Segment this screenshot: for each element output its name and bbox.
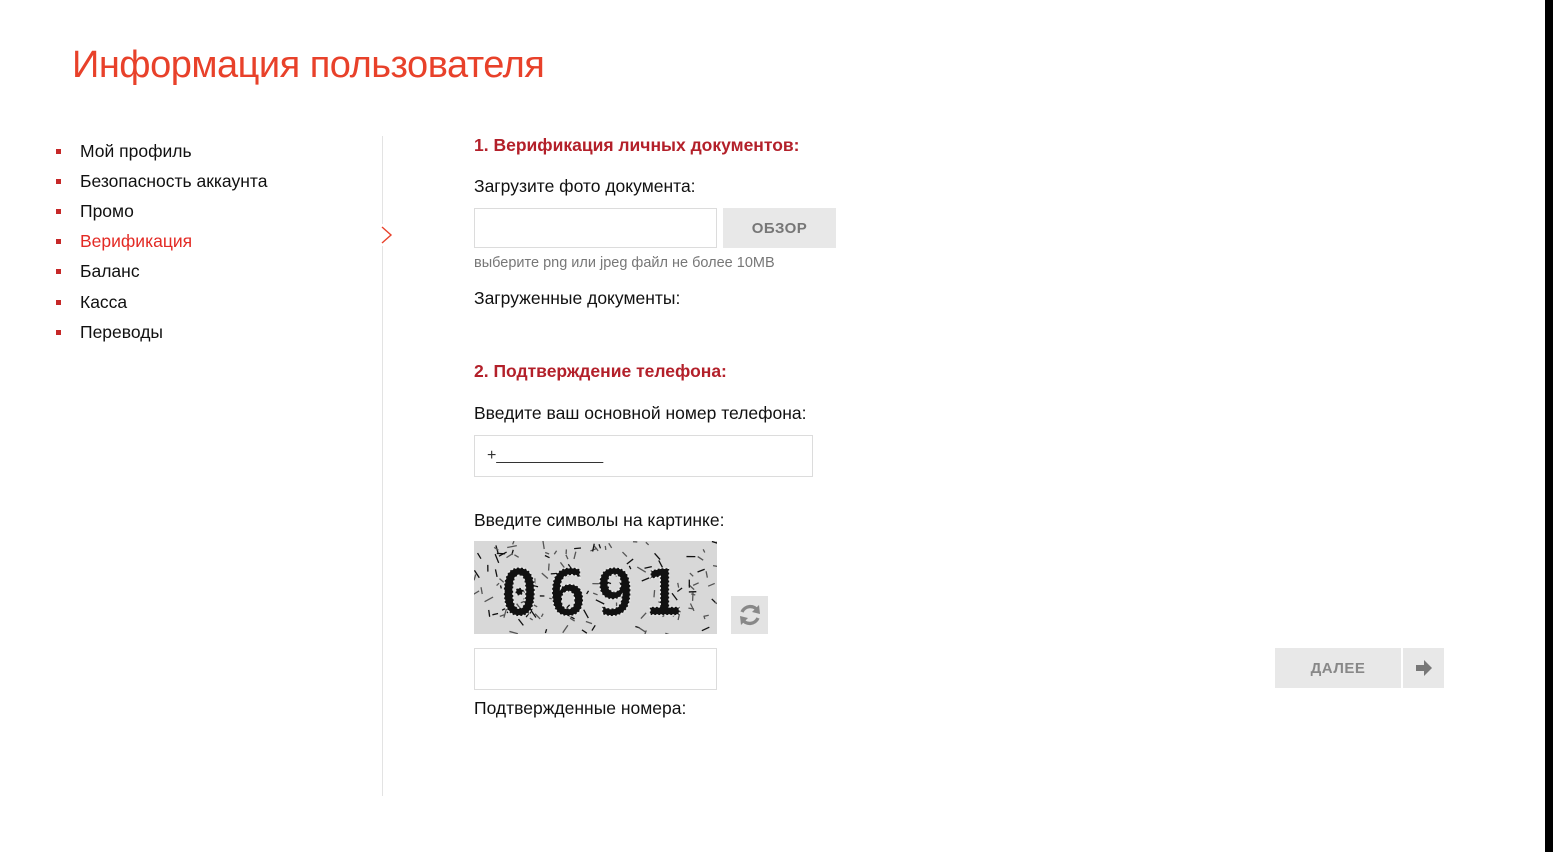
sidebar-item-label: Баланс <box>80 261 140 282</box>
sidebar-item-cashier[interactable] <box>56 287 356 317</box>
captcha-input[interactable] <box>474 648 717 690</box>
sidebar-item-balance[interactable] <box>56 257 356 287</box>
captcha-label: Введите символы на картинке: <box>474 510 725 530</box>
sidebar-item-label: Мой профиль <box>80 140 192 161</box>
sidebar-item-transfers[interactable] <box>56 317 356 347</box>
bullet <box>56 179 61 184</box>
browse-button[interactable]: ОБЗОР <box>723 208 836 248</box>
captcha-image <box>474 541 717 634</box>
chevron-right-icon <box>379 224 401 246</box>
sidebar-item-label: Безопасность аккаунта <box>80 170 268 191</box>
bullet <box>56 269 61 274</box>
page-title: Информация пользователя <box>72 44 545 86</box>
next-button-label: ДАЛЕЕ <box>1275 648 1401 688</box>
bullet <box>56 300 61 305</box>
phone-input[interactable] <box>474 435 813 477</box>
sidebar-nav <box>56 136 356 347</box>
arrow-right-icon <box>1403 648 1444 688</box>
captcha-character: 1 <box>644 557 683 631</box>
bullet <box>56 149 61 154</box>
sidebar-item-promo[interactable] <box>56 196 356 226</box>
documents-section-title: 1. Верификация личных документов: <box>474 135 800 155</box>
captcha-character: 0 <box>500 557 539 631</box>
sidebar-item-label: Касса <box>80 291 128 312</box>
phone-label: Введите ваш основной номер телефона: <box>474 403 807 423</box>
sidebar-item-profile[interactable] <box>56 136 356 166</box>
sidebar-item-label: Промо <box>80 200 134 221</box>
sidebar-item-security[interactable] <box>56 166 356 196</box>
document-file-input[interactable] <box>474 208 717 248</box>
bullet <box>56 330 61 335</box>
sidebar-item-label: Переводы <box>80 321 164 342</box>
upload-hint: выберите png или jpeg файл не более 10MB <box>474 255 775 271</box>
uploaded-documents-label: Загруженные документы: <box>474 288 681 308</box>
upload-label: Загрузите фото документа: <box>474 176 696 196</box>
refresh-icon <box>736 601 764 629</box>
bullet <box>56 239 61 244</box>
phone-section-title: 2. Подтверждение телефона: <box>474 361 727 381</box>
captcha-character: 6 <box>548 557 587 631</box>
confirmed-numbers-label: Подтвержденные номера: <box>474 698 687 718</box>
sidebar-item-label: Верификация <box>80 231 193 252</box>
window-edge <box>1545 0 1553 852</box>
captcha-noise <box>474 541 717 634</box>
captcha-character: 9 <box>596 557 635 631</box>
refresh-captcha-button[interactable] <box>731 596 768 634</box>
bullet <box>56 209 61 214</box>
sidebar-item-verification[interactable] <box>56 227 356 257</box>
next-button[interactable] <box>1275 648 1444 688</box>
